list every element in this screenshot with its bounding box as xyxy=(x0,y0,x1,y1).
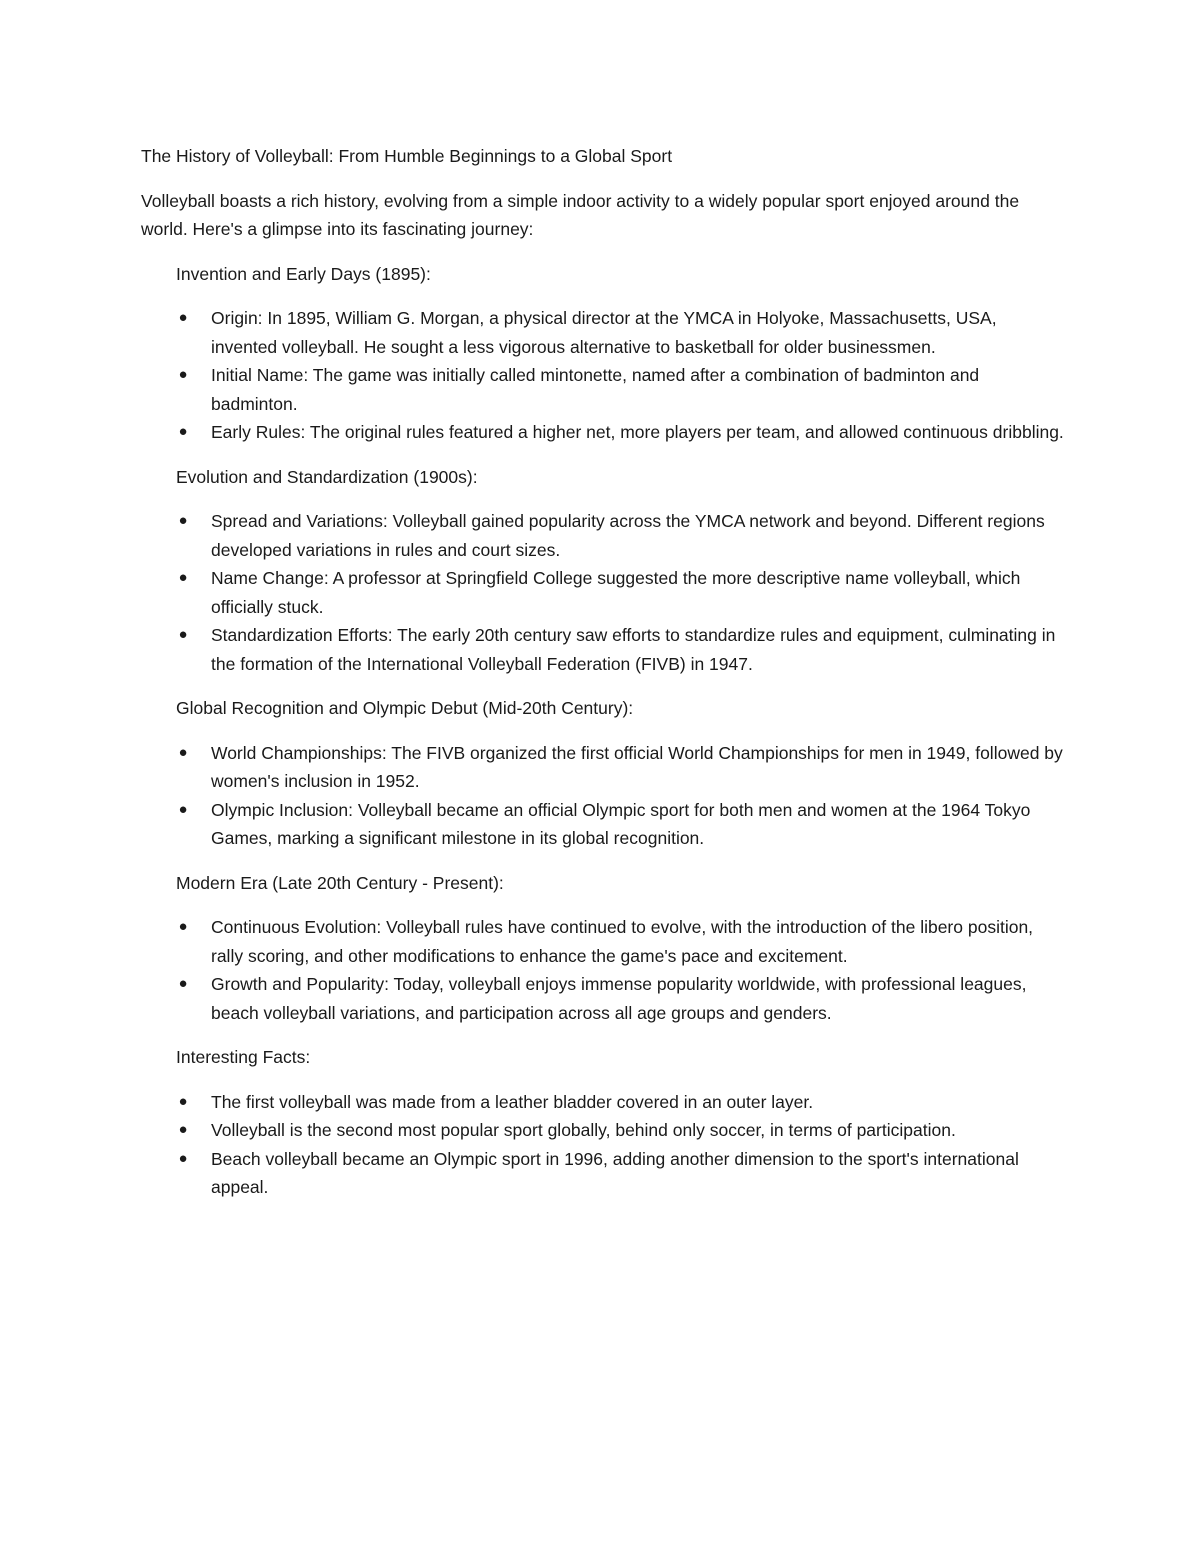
list-item-text: Olympic Inclusion: Volleyball became an official Olympic sport for both men and women at the 1964 Tokyo Games, marking a significant milestone in its global recognition. xyxy=(211,799,1031,848)
list-item xyxy=(141,970,1066,1027)
bullet-icon: ● xyxy=(178,366,188,383)
list-item-text: Standardization Efforts: The early 20th century saw efforts to standardize rules and equipment, culminating in the formation of the International Volleyball Federation (FIVB) in 1947. xyxy=(211,625,1056,674)
list-item xyxy=(141,1116,1066,1145)
list-item xyxy=(141,304,1066,361)
list-item-text: Volleyball is the second most popular sport globally, behind only soccer, in terms of participation. xyxy=(211,1120,956,1140)
section xyxy=(141,869,1066,1028)
list-item xyxy=(141,564,1066,621)
list-item xyxy=(141,1145,1066,1202)
bullet-icon: ● xyxy=(178,800,188,818)
section xyxy=(141,260,1066,447)
list-item-text: The first volleyball was made from a leather bladder covered in an outer layer. xyxy=(211,1091,814,1112)
bullet-icon: ● xyxy=(178,1121,188,1138)
bullet-list xyxy=(141,739,1066,853)
list-item-text: Spread and Variations: Volleyball gained popularity across the YMCA network and beyond. Different regions developed variations in rules and court sizes. xyxy=(211,511,1045,560)
section-heading: Interesting Facts: xyxy=(176,1047,311,1067)
bullet-icon: ● xyxy=(178,512,188,529)
list-item-text: Growth and Popularity: Today, volleyball enjoys immense popularity worldwide, with professional leagues, beach volleyball variations, and participation across all age groups and genders. xyxy=(211,974,1027,1023)
bullet-icon: ● xyxy=(178,423,188,440)
list-item xyxy=(141,913,1066,970)
list-item-text: Continuous Evolution: Volleyball rules have continued to evolve, with the introduction of the libero position, rally scoring, and other modifications to enhance the game's pace and excitement. xyxy=(211,917,1034,966)
list-item-text: Initial Name: The game was initially called mintonette, named after a combination of badminton and badminton. xyxy=(211,365,980,414)
section xyxy=(141,463,1066,679)
section-heading: Global Recognition and Olympic Debut (Mid-20th Century): xyxy=(176,698,634,718)
list-item xyxy=(141,507,1066,564)
bullet-list xyxy=(141,304,1066,447)
list-item-text: Beach volleyball became an Olympic sport in 1996, adding another dimension to the sport's international appeal. xyxy=(211,1148,1019,1197)
list-item xyxy=(141,739,1066,796)
document-sections xyxy=(141,260,1066,1202)
list-item-text: Early Rules: The original rules featured a higher net, more players per team, and allowed continuous dribbling. xyxy=(211,422,1064,442)
bullet-icon: ● xyxy=(178,1092,188,1110)
bullet-icon: ● xyxy=(178,743,188,761)
list-item-text: Origin: In 1895, William G. Morgan, a physical director at the YMCA in Holyoke, Massachusetts, USA, invented volleyball. He sought a less vigorous alternative to basketball for older businessmen. xyxy=(211,308,997,357)
bullet-list xyxy=(141,1088,1066,1202)
section-heading: Evolution and Standardization (1900s): xyxy=(176,466,478,487)
section-heading: Invention and Early Days (1895): xyxy=(176,263,431,284)
bullet-icon: ● xyxy=(178,569,188,586)
list-item xyxy=(141,418,1066,447)
bullet-list xyxy=(141,507,1066,678)
section xyxy=(141,694,1066,853)
list-item xyxy=(141,1088,1066,1117)
bullet-icon: ● xyxy=(178,918,188,935)
list-item-text: Name Change: A professor at Springfield College suggested the more descriptive name volleyball, which officially stuck. xyxy=(211,568,1021,617)
list-item xyxy=(141,361,1066,418)
bullet-icon: ● xyxy=(178,309,188,326)
bullet-icon: ● xyxy=(178,975,188,992)
bullet-icon: ● xyxy=(178,1149,188,1167)
list-item xyxy=(141,796,1066,853)
section-heading: Modern Era (Late 20th Century - Present): xyxy=(176,872,504,893)
list-item-text: World Championships: The FIVB organized the first official World Championships for men in 1949, followed by women's inclusion in 1952. xyxy=(211,742,1063,791)
intro-paragraph: Volleyball boasts a rich history, evolving from a simple indoor activity to a widely popular sport enjoyed around the world. Here's a glimpse into its fascinating journey: xyxy=(141,190,1020,239)
document-title: The History of Volleyball: From Humble Beginnings to a Global Sport xyxy=(141,146,673,166)
bullet-list xyxy=(141,913,1066,1027)
list-item xyxy=(141,621,1066,678)
document-page xyxy=(141,142,1066,1218)
bullet-icon: ● xyxy=(178,626,188,643)
section xyxy=(141,1043,1066,1202)
